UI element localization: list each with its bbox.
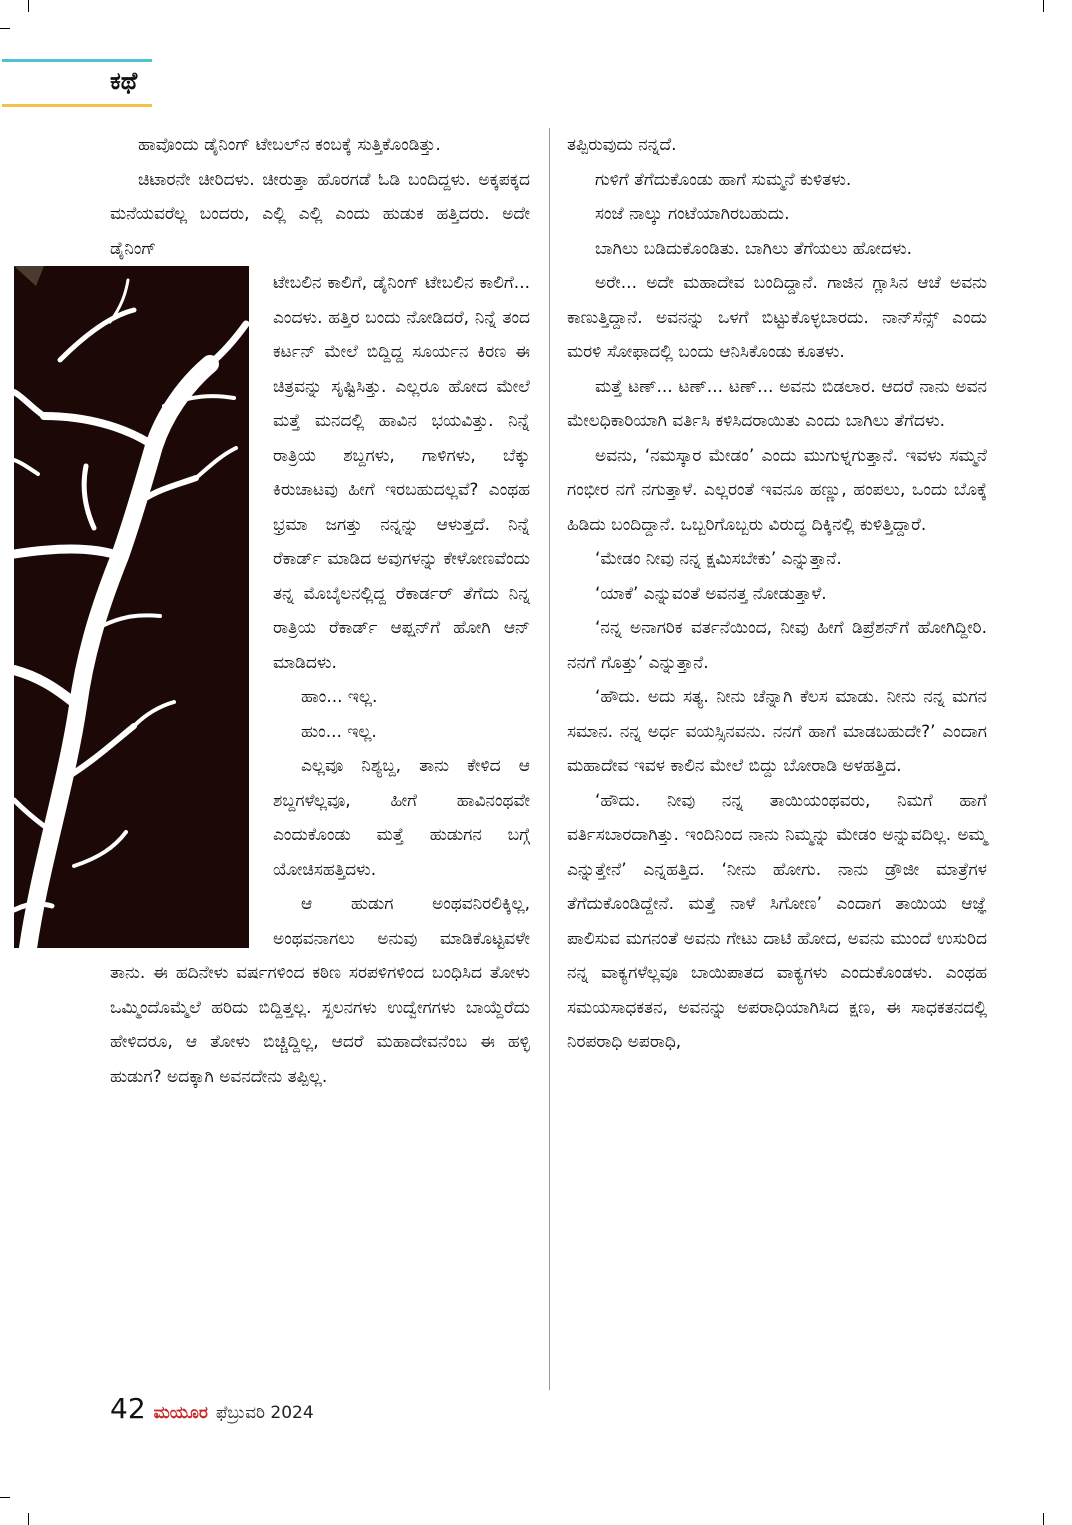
paragraph: ಅರೇ... ಅದೇ ಮಹಾದೇವ ಬಂದಿದ್ದಾನೆ. ಗಾಜಿನ ಗ್ಲಾಸಿನ ಆಚೆ ಅವನು ಕಾಣುತ್ತಿದ್ದಾನೆ. ಅವನನ್ನು ಒಳಗೆ ಬಿಟ್ಟುಕೊಳ್ಳಬಾರದು. ನಾನ್‌ಸೆನ್ಸ್ ಎಂದು ಮರಳಿ ಸೋಫಾದಲ್ಲಿ ಬಂದು ಆನಿಸಿಕೊಂಡು ಕೂತಳು. [567, 273, 987, 362]
crop-mark [1043, 1513, 1044, 1525]
paragraph: ಅವನು, ‘ನಮಸ್ಕಾರ ಮೇಡಂ’ ಎಂದು ಮುಗುಳ್ನಗುತ್ತಾನೆ. ಇವಳು ಸಮ್ಮನೆ ಗಂಭೀರ ನಗೆ ನಗುತ್ತಾಳೆ. ಎಲ್ಲರಂತೆ ಇವನೂ ಹಣ್ಣು, ಹಂಪಲು, ಒಂದು ಬೊಕ್ಕೆ ಹಿಡಿದು ಬಂದಿದ್ದಾನೆ. ಒಬ್ಬರಿಗೊಬ್ಬರು ವಿರುದ್ಧ ದಿಕ್ಕಿನಲ್ಲಿ ಕುಳಿತ್ತಿದ್ದಾರೆ. [567, 445, 987, 535]
column-divider [549, 128, 550, 1390]
header-rule-top [2, 59, 152, 62]
paragraph: ಚಿಟಾರನೇ ಚೀರಿದಳು. ಚೀರುತ್ತಾ ಹೊರಗಡೆ ಓಡಿ ಬಂದಿದ್ದಳು. ಅಕ್ಕಪಕ್ಕದ ಮನೆಯವರೆಲ್ಲ ಬಂದರು, ಎಲ್ಲಿ ಎಲ್ಲಿ ಎಂದು ಹುಡುಕ ಹತ್ತಿದರು. ಅದೇ ಡೈನಿಂಗ್ [110, 169, 530, 259]
paragraph: ಹುಂ... ಇಲ್ಲ. [301, 721, 377, 742]
paragraph: ಗುಳಿಗೆ ತೆಗೆದುಕೊಂಡು ಹಾಗೆ ಸುಮ್ಮನೆ ಕುಳಿತಳು. [595, 169, 852, 190]
section-label: ಕಥೆ [110, 67, 138, 95]
paragraph: ‘ಮೇಡಂ ನೀವು ನನ್ನ ಕ್ಷಮಿಸಬೇಕು’ ಎನ್ನುತ್ತಾನೆ. [595, 549, 842, 569]
paragraph: ಹಾವೊಂದು ಡೈನಿಂಗ್ ಟೇಬಲ್‌ನ ಕಂಬಕ್ಕೆ ಸುತ್ತಿಕೊಂಡಿತ್ತು. [138, 135, 441, 155]
paragraph: ಎಲ್ಲವೂ ನಿಶ್ಯಬ್ದ, ತಾನು ಕೇಳಿದ ಆ ಶಬ್ದಗಳೆಲ್ಲವೂ, ಹೀಗೆ ಹಾವಿನಂಥವೇ ಎಂದುಕೊಂಡು ಮತ್ತೆ ಹುಡುಗನ ಬಗ್ಗೆ ಯೋಚಿಸಹತ್ತಿದಳು. [273, 756, 530, 880]
paragraph: ‘ಹೌದು. ಅದು ಸತ್ಯ. ನೀನು ಚೆನ್ನಾಗಿ ಕೆಲಸ ಮಾಡು. ನೀನು ನನ್ನ ಮಗನ ಸಮಾನ. ನನ್ನ ಅರ್ಧ ವಯಸ್ಸಿನವನು. ನನಗೆ ಹಾಗೆ ಮಾಡಬಹುದೇ?’ ಎಂದಾಗ ಮಹಾದೇವ ಇವಳ ಕಾಲಿನ ಮೇಲೆ ಬಿದ್ದು ಬೋರಾಡಿ ಅಳಹತ್ತಿದ. [567, 687, 987, 776]
paragraph: ಟೇಬಲಿನ ಕಾಲಿಗೆ, ಡೈನಿಂಗ್ ಟೇಬಲಿನ ಕಾಲಿಗೆ... ಎಂದಳು. ಹತ್ತಿರ ಬಂದು ನೋಡಿದರೆ, ನಿನ್ನೆ ತಂದ ಕರ್ಟನ್ ಮೇಲೆ ಬಿದ್ದಿದ್ದ ಸೂರ್ಯನ ಕಿರಣ ಈ ಚಿತ್ರವನ್ನು ಸೃಷ್ಟಿಸಿತ್ತು. ಎಲ್ಲರೂ ಹೋದ ಮೇಲೆ ಮತ್ತೆ ಮನದಲ್ಲಿ ಹಾವಿನ ಭಯವಿತ್ತು. ನಿನ್ನೆ ರಾತ್ರಿಯ ಶಬ್ದಗಳು, ಗಾಳಿಗಳು, ಬೆಕ್ಕು ಕಿರುಚಾಟವು ಹೀಗೆ ಇರಬಹುದಲ್ಲವೆ? ಎಂಥಹ ಭ್ರಮಾ ಜಗತ್ತು ನನ್ನನ್ನು ಆಳುತ್ತದೆ. ನಿನ್ನೆ ರೆಕಾರ್ಡ್ ಮಾಡಿದ ಅವುಗಳನ್ನು ಕೇಳೋಣವೆಂದು ತನ್ನ ಮೊಬೈಲನಲ್ಲಿದ್ದ ರೆಕಾರ್ಡರ್ ತೆಗೆದು ನಿನ್ನ ರಾತ್ರಿಯ ರೆಕಾರ್ಡ್ ಆಪ್ಷನ್‌ಗೆ ಹೋಗಿ ಆನ್ ಮಾಡಿದಳು. [273, 273, 530, 673]
paragraph: ಆ ಹುಡುಗ ಅಂಥವನಿರಲಿಕ್ಕಿಲ್ಲ, ಅಂಥವನಾಗಲು ಅನುವು ಮಾಡಿಕೊಟ್ಟವಳೇ ತಾನು. ಈ ಹದಿನೇಳು ವರ್ಷಗಳಿಂದ ಕಠಿಣ ಸರಪಳಿಗಳಿಂದ ಬಂಧಿಸಿದ ತೋಳು ಒಮ್ಮಿಂದೊಮ್ಮೆಲೆ ಹರಿದು ಬಿದ್ದಿತ್ತಲ್ಲ. ಸ್ಖಲನಗಳು ಉದ್ವೇಗಗಳು ಬಾಯ್ದೆರೆದು ಹೇಳಿದರೂ, ಆ ತೋಳು ಬಿಚ್ಚಿದ್ದಿಲ್ಲ, ಆದರೆ ಮಹಾದೇವನೆಂಬ ಈ ಹಳ್ಳಿ ಹುಡುಗ? ಅದಕ್ಕಾಗಿ ಅವನದೇನು ತಪ್ಪಿಲ್ಲ. [110, 894, 530, 1087]
paragraph: ಮತ್ತೆ ಟಣ್... ಟಣ್... ಟಣ್... ಅವನು ಬಿಡಲಾರ. ಆದರೆ ನಾನು ಅವನ ಮೇಲಧಿಕಾರಿಯಾಗಿ ವರ್ತಿಸಿ ಕಳಿಸಿದರಾಯಿತು ಎಂದು ಬಾಗಿಲು ತೆಗೆದಳು. [567, 376, 987, 431]
header-rule-bottom [2, 104, 152, 107]
crop-mark [0, 1497, 10, 1498]
right-column [567, 128, 987, 1060]
tree-branch-illustration [14, 266, 249, 948]
paragraph: ಬಾಗಿಲು ಬಡಿದುಕೊಂಡಿತು. ಬಾಗಿಲು ತೆಗೆಯಲು ಹೋದಳು. [595, 238, 913, 259]
paragraph: ‘ಹೌದು. ನೀವು ನನ್ನ ತಾಯಿಯಂಥವರು, ನಿಮಗೆ ಹಾಗೆ ವರ್ತಿಸಬಾರದಾಗಿತ್ತು. ಇಂದಿನಿಂದ ನಾನು ನಿಮ್ಮನ್ನು ಮೇಡಂ ಅನ್ನುವದಿಲ್ಲ. ಅಮ್ಮ ಎನ್ನುತ್ತೇನೆ’ ಎನ್ನಹತ್ತಿದ. ‘ನೀನು ಹೋಗು. ನಾನು ಡ್ರೌಜೀ ಮಾತ್ರೆಗಳ ತೆಗೆದುಕೊಂಡಿದ್ದೇನೆ. ಮತ್ತೆ ನಾಳೆ ಸಿಗೋಣ’ ಎಂದಾಗ ತಾಯಿಯ ಆಜ್ಞೆ ಪಾಲಿಸುವ ಮಗನಂತೆ ಅವನು ಗೇಟು ದಾಟಿ ಹೋದ, ಅವನು ಮುಂದೆ ಉಸುರಿದ ನನ್ನ ವಾಕ್ಯಗಳೆಲ್ಲವೂ ಬಾಯಿಪಾತದ ವಾಕ್ಯಗಳು ಎಂದುಕೊಂಡಳು. ಎಂಥಹ ಸಮಯಸಾಧಕತನ, ಅವನನ್ನು ಅಪರಾಧಿಯಾಗಿಸಿದ ಕ್ಷಣ, ಈ ಸಾಧಕತನದಲ್ಲಿ ನಿರಪರಾಧಿ ಅಪರಾಧಿ, [567, 790, 987, 1052]
issue-date: ಫೆಬ್ರುವರಿ 2024 [215, 1403, 314, 1423]
page-number: 42 [110, 1392, 146, 1425]
paragraph: ‘ನನ್ನ ಅನಾಗರಿಕ ವರ್ತನೆಯಿಂದ, ನೀವು ಹೀಗೆ ಡಿಪ್ರೆಶನ್‌ಗೆ ಹೋಗಿದ್ದೀರಿ. ನನಗೆ ಗೊತ್ತು’ ಎನ್ನುತ್ತಾನೆ. [567, 618, 987, 673]
tree-branch-graphic [14, 266, 249, 948]
paragraph: ತಪ್ಪಿರುವುದು ನನ್ನದೆ. [567, 135, 677, 155]
magazine-masthead: ಮಯೂರ [153, 1403, 208, 1423]
paragraph: ಸಂಜೆ ನಾಲ್ಕು ಗಂಟೆಯಾಗಿರಬಹುದು. [595, 204, 790, 224]
paragraph: ‘ಯಾಕೆ’ ಎನ್ನುವಂತೆ ಅವನತ್ತ ನೋಡುತ್ತಾಳೆ. [595, 583, 827, 604]
crop-mark [28, 0, 29, 12]
crop-mark [1043, 0, 1044, 12]
page-folio [110, 1392, 314, 1432]
crop-mark [0, 28, 10, 29]
crop-mark [28, 1513, 29, 1525]
paragraph: ಹಾಂ... ಇಲ್ಲ. [301, 687, 378, 707]
left-column [110, 128, 530, 1094]
